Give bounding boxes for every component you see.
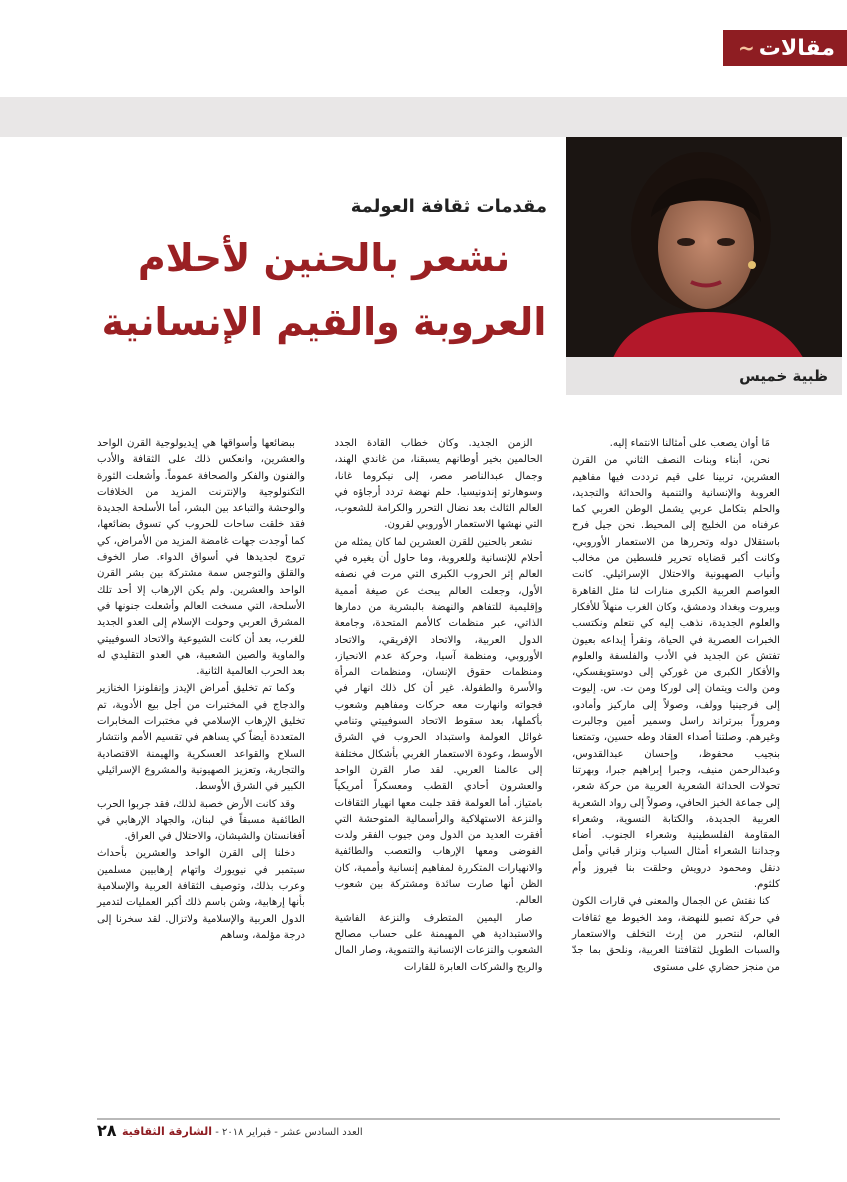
paragraph: مَا أوان يصعب على أمثالنا الانتماء إليه.	[609, 438, 770, 449]
paragraph: نشعر بالحنين للقرن العشرين لما كان يمثله من أحلام للإنسانية وللعروبة، وما حاول أن يغيره في العالم إثر الحروب الكبرى التي مرت في نصفه الأول، وجعلت العالم يبحث عن صيغة أممية وإقليمية للتفاهم والنهضة بالبشرية من دمارها الذاتي، عبر منظمات كالأمم المتحدة، وجامعة الدول العربية، والاتحاد الإفريقي، والاتحاد الأوروبي، ومنظمة آسيا، وحركة عدم الانحياز، ومنظمات حقوق الإنسان، ومنظمات المرأة والأسرة والطفولة. غير أن كل ذلك انهار في فجواته وانهارت معه حركات ومفاهيم وشعوب بأكملها، بعد سقوط الاتحاد السوفييتي وتنامي غوائل العولمة واستبداد الحروب في الشرق الأوسط، وعودة الاستعمار الغربي بأشكال مختلفة إلى عالمنا العربي. لقد صار القرن الواحد والعشرون أحادي القطب ومعسكراً أمريكياً بامتياز. أما العولمة فقد جلبت معها انهيار الثقافات والنزعة الاستهلاكية والرأسمالية المتوحشة التي أفقرت العديد من الدول ومن جيوب الفقر ولدت الفوضى ومعها الإرهاب والتعصب والطائفية والانهيارات المتكررة لمفاهيم إنسانية وأممية، كان الظن أنها صارت سائدة ومشتركة بين شعوب العالم.	[334, 536, 543, 907]
photo-caption	[566, 357, 842, 395]
footer-issue	[118, 1125, 363, 1138]
paragraph: ببضائعها وأسواقها هي إيديولوجية القرن الواحد والعشرين، وانعكس ذلك على الثقافة والأدب والفنون والفكر والصحافة عموماً. وأشعلت الثورة التكنولوجية والإنترنت المزيد من الخلافات والوحشة والتباعد بين البشر، أما الأسلحة الجديدة فقد خلقت ساحات للحروب كي تسوق بضائعها، كما أوجدت جهات غامضة المزيد من الأمراض، كي تروج لجديدها في أسواق الدواء. صار الخوف والقلق والتوجس سمة مشتركة بين بشر القرن الواحد والعشرين. ولم يكن الإرهاب إلا أحد تلك الأسلحة، التي مسخت العالم وأشعلت جنونها في المشرق العربي وحولت الإسلام إلى العدو الجديد للغرب، بعد أن كانت الشيوعية والاتحاد السوفييتي والماوية والصين الشعبية، هي العدو التقليدي له بعد الحرب العالمية الثانية.	[97, 438, 305, 678]
page-number: ٢٨	[97, 1121, 117, 1140]
article-headline	[100, 226, 548, 354]
headline-line-1: نشعر بالحنين لأحلام	[137, 236, 511, 280]
paragraph: وكما تم تخليق أمراض الإيدز وإنفلونزا الخنازير والدجاج في المختبرات من أجل بيع الأدوية، تم تخليق الإرهاب الإسلامي في مختبرات المخابرات المتعددة أيضاً كي يساهم في تقسيم الأمم وانتشار السلاح والقواعد العسكرية والهيمنة الاقتصادية والتجارية، وتعزيز الصهيونية والمشروع الإسرائيلي الكبير في الشرق الأوسط.	[97, 683, 305, 793]
footer-magazine-name: الشارقة الثقافية	[122, 1125, 213, 1138]
footer-divider	[97, 1118, 780, 1120]
column-right	[572, 436, 780, 1016]
paragraph: وقد كانت الأرض خصبة لذلك، فقد جربوا الحرب الطائفية مسبقاً في لبنان، والجهاد الإرهابي في أفغانستان والشيشان، والاحتلال في العراق.	[97, 798, 305, 843]
paragraph: كنا نفتش عن الجمال والمعنى في قارات الكون في حركة تصبو للنهضة، ومد الخيوط مع ثقافات العالم، لنتحرر من إرث التخلف والاستعمار والسبات الطويل لثقافتنا العربية، ونلحق بما جدّ من منجز حضاري على مستوى	[572, 896, 780, 973]
article-kicker: مقدمات ثقافة العولمة	[350, 196, 547, 217]
page-header	[0, 0, 847, 60]
author-name: ظبية خميس	[739, 367, 828, 385]
header-band	[0, 97, 847, 137]
headline-line-2: العروبة والقيم الإنسانية	[101, 300, 547, 344]
paragraph: الزمن الجديد. وكان خطاب القادة الجدد الحالمين بخير أوطانهم يسبقنا، من غاندي الهند، وجمال عبدالناصر مصر، إلى نيكروما غانا، وسوهارتو إندونيسيا. حلم نهضة تردد أرجاؤه في العالم الثالث بعد نضال التحرر والكرامة للشعوب، التي نهشها الاستعمار الأوروبي لقرون.	[334, 438, 543, 531]
paragraph: دخلنا إلى القرن الواحد والعشرين بأحداث سبتمبر في نيويورك واتهام إرهابيين مسلمين وعرب بذلك، وتوصيف الثقافة العربية والإسلامية بأنها إرهابية، وشن باسم ذلك أكبر العمليات لتدمير الدول العربية والإسلامية ولاتزال. لقد سخرنا إلى درجة مؤلمة، وساهم	[97, 848, 305, 941]
section-label-tab	[723, 30, 847, 66]
paragraph: صار اليمين المتطرف والنزعة الفاشية والاستبدادية هي المهيمنة على حساب مصالح الشعوب والنزعات الإنسانية والتنموية، وصار المال والربح والشركات العابرة للقارات	[334, 912, 543, 973]
article-body	[97, 436, 780, 1016]
section-swirl-icon: ~	[738, 36, 755, 60]
paragraph: نحن، أبناء وبنات النصف الثاني من القرن العشرين، تربينا على قيم ترددت فيها مفاهيم العروبة والإنسانية والتنمية والحداثة والتجديد، والحلم بتكامل عربي يشمل الوطن العربي كما عرفناه من الخليج إلى المحيط. نحن جيل فرح باستقلال دوله وتحررها من الاستعمار الأوروبي، وكانت أكبر قضاياه تحرير فلسطين من مخالب وأنياب الصهيونية والاحتلال الإسرائيلي. كانت العواصم العربية الكبرى منارات لنا مثل القاهرة وبيروت وبغداد ودمشق، وكان الغرب منهلاً للأفكار والعلوم الجديدة، نذهب إليه كي نتعلم ونكتسب الخبرات العصرية في الحياة، ونقرأ إبداعه بعيون تفتش عن الجديد في الأدب والفلسفة والعلوم والأفكار الكبرى من غوركي إلى دوستويفسكي، ومن والت ويتمان إلى لوركا ومن ت. س. إليوت إلى فرجينيا وولف، وصولاً إلى ماركيز وأمادو، ومروراً ببرتراند راسل وسمير أمين وجالبرت وغيرهم. وصلتنا أصداء العقاد وطه حسين، وتمتعنا بنجيب محفوظ، وإحسان عبدالقدوس، وعبدالرحمن منيف، وجبرا إبراهيم جبرا، وبهرتنا تحولات الحداثة الشعرية العربية من حركة شعر، إلى جماعة الخبز الحافي، وصولاً إلى رواد الشعرية العربية الجديدة، والكتابة النسوية، وشعراء المقاومة الفلسطينية وشعراء الجنوب. أضاء وجداننا الشعراء أمثال السياب ونزار قباني وأمل دنقل ومحمود درويش وحلقت بنا فيروز وأم كلثوم.	[572, 455, 780, 891]
footer-issue-text: العدد السادس عشر - فبراير ٢٠١٨ -	[215, 1127, 363, 1138]
column-middle	[335, 436, 543, 1016]
column-left	[97, 436, 305, 1016]
section-label: مقالات	[758, 35, 835, 61]
